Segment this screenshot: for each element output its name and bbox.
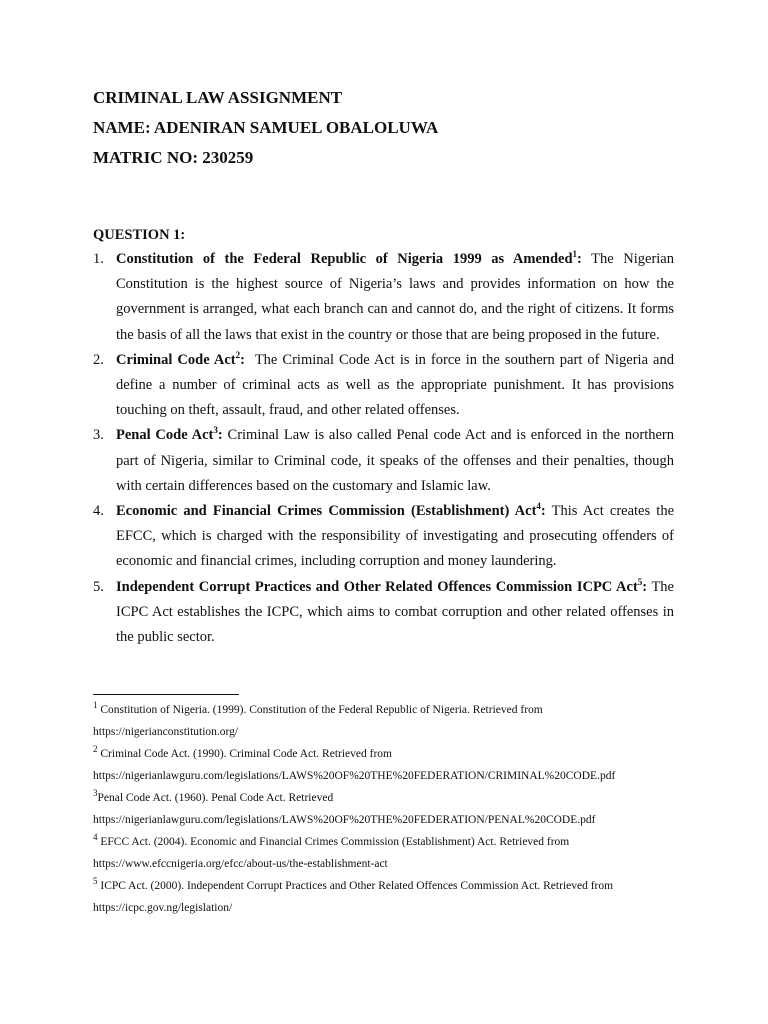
list-item: 3. Penal Code Act$^3$: Criminal Law is also called Penal code Act and is enforced in the northern part of Nigeria, similar to Criminal code, it speaks of the offenses and their penalties, though with certain differences based on the customary and Islamic law.	[93, 423, 674, 499]
item-body: This Act creates the EFCC, which is charged with the responsibility of investigating and prosecuting offenders of economic and financial crimes, including corruption and money laundering.	[116, 503, 675, 570]
student-name: NAME: ADENIRAN SAMUEL OBALOLUWA	[93, 118, 439, 137]
footnote	[93, 699, 683, 743]
footnote	[93, 831, 683, 875]
footnote-text: EFCC Act. (2004). Economic and Financial Crimes Commission (Establishment) Act. Retrieved from https://www.efccnigeria.org/efcc/about-us/the-establishment-act	[93, 836, 570, 870]
footnote-text: Penal Code Act. (1960). Penal Code Act. Retrieved https://nigerianlawguru.com/legislations/LAWS%20OF%20THE%20FEDERATION/PENAL%20CODE.pdf	[93, 792, 596, 826]
footnote	[93, 875, 683, 919]
footnote-ref[interactable]: 2	[235, 349, 241, 360]
footnote-divider	[93, 694, 239, 695]
footnote-ref[interactable]: 5	[637, 576, 643, 587]
footnote-text: ICPC Act. (2000). Independent Corrupt Practices and Other Related Offences Commission Act. Retrieved from https://icpc.gov.ng/legislation/	[93, 880, 614, 914]
footnote-number: 1	[93, 700, 98, 711]
assignment-title: CRIMINAL LAW ASSIGNMENT	[93, 88, 343, 107]
footnote-text: Criminal Code Act. (1990). Criminal Code Act. Retrieved from https://nigerianlawguru.com/legislations/LAWS%20OF%20THE%20FEDERATION/CRIMINAL%20CODE.pdf	[93, 748, 616, 782]
item-title: Criminal Code Act	[116, 351, 236, 368]
footnote-ref[interactable]: 1	[572, 249, 578, 260]
list-item: 5. Independent Corrupt Practices and Other Related Offences Commission ICPC Act$^5$: The ICPC Act establishes the ICPC, which aims to combat corruption and other related offenses in the public sector.	[93, 575, 674, 651]
item-body: The Criminal Code Act is in force in the southern part of Nigeria and define a number of criminal acts as well as the appropriate punishment. It has provisions touching on theft, assault, fraud, and other related offenses.	[116, 351, 674, 419]
footnote-number: 5	[93, 876, 98, 887]
item-body: Criminal Law is also called Penal code Act and is enforced in the northern part of Nigeria, similar to Criminal code, it speaks of the offenses and their penalties, though with certain differences based on the customary and Islamic law.	[116, 427, 674, 494]
list-item: 4. Economic and Financial Crimes Commission (Establishment) Act$^4$: This Act creates the EFCC, which is charged with the responsibility of investigating and prosecuting offenders of economic and financial crimes, including corruption and money laundering.	[93, 499, 674, 575]
answer-list	[93, 247, 674, 650]
item-title: Independent Corrupt Practices and Other Related Offences Commission ICPC Act	[116, 578, 638, 595]
item-title: Economic and Financial Crimes Commission (Establishment) Act	[116, 503, 537, 520]
item-title: Constitution of the Federal Republic of Nigeria 1999 as Amended	[116, 251, 573, 267]
item-number: 1.	[93, 251, 104, 267]
footnote-text: Constitution of Nigeria. (1999). Constitution of the Federal Republic of Nigeria. Retrieved from https://nigerianconstitution.org/	[93, 704, 543, 738]
item-body: The Nigerian Constitution is the highest source of Nigeria’s laws and provides information on how the government is arranged, what each branch can and cannot do, and the right of citizens. It forms the basis of all the laws that exist in the country or those that are being proposed in the future.	[116, 251, 674, 343]
item-number: 4.	[93, 503, 104, 520]
item-title: Penal Code Act	[116, 427, 214, 444]
item-number: 5.	[93, 578, 104, 595]
footnote-number: 3	[93, 788, 98, 799]
footnotes	[93, 699, 683, 919]
footnote	[93, 787, 683, 831]
list-item: 2. Criminal Code Act$^2$: The Criminal Code Act is in force in the southern part of Nigeria and define a number of criminal acts as well as the appropriate punishment. It has provisions touching on theft, assault, fraud, and other related offenses.	[93, 348, 674, 424]
footnote-ref[interactable]: 3	[213, 425, 218, 436]
question-label: QUESTION 1:	[93, 227, 186, 243]
footnote-ref[interactable]: 4	[536, 501, 541, 512]
item-number: 3.	[93, 427, 104, 444]
footnote-number: 4	[93, 832, 98, 843]
footnote-number: 2	[93, 744, 98, 755]
item-body: The ICPC Act establishes the ICPC, which aims to combat corruption and other related offenses in the public sector.	[116, 578, 674, 646]
footnote	[93, 743, 683, 787]
item-number: 2.	[93, 351, 104, 368]
matric-number: MATRIC NO: 230259	[93, 148, 254, 167]
list-item: 1. Constitution of the Federal Republic of Nigeria 1999 as Amended$^1$: The Nigerian Constitution is the highest source of Nigeria’s laws and provides information on how the government is arranged, what each branch can and cannot do, and the right of citizens. It forms the basis of all the laws that exist in the country or those that are being proposed in the future.	[93, 247, 674, 348]
